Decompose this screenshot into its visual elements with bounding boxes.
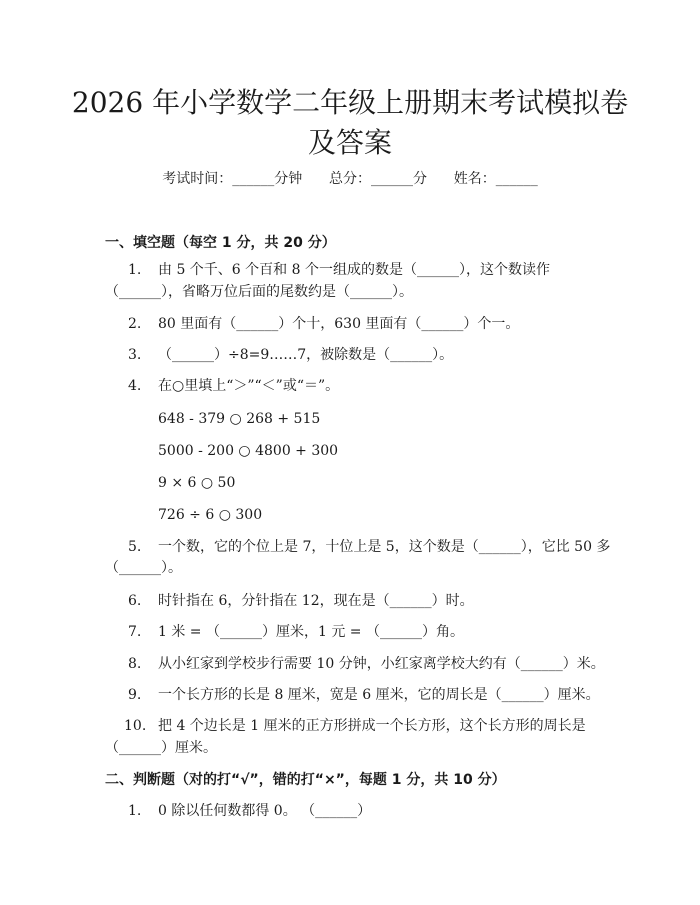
- question-text: 0 除以任何数都得 0。 （______）: [158, 803, 372, 819]
- question-text: 从小红家到学校步行需要 10 分钟，小红家离学校大约有（______）米。: [158, 656, 605, 672]
- question-number: 10.: [124, 718, 147, 734]
- question-text: 把 4 个边长是 1 厘米的正方形拼成一个长方形，这个长方形的周长是: [158, 718, 586, 734]
- comparison-expression: 9 × 6 ○ 50: [158, 475, 236, 491]
- question-text: 由 5 个千、6 个百和 8 个一组成的数是（______），这个数读作: [158, 262, 550, 278]
- question-text: （______）÷8=9……7，被除数是（______）。: [158, 347, 454, 363]
- comparison-expression: 5000 - 200 ○ 4800 + 300: [158, 443, 339, 459]
- question-number: 3.: [128, 347, 142, 363]
- question-number: 6.: [128, 593, 142, 609]
- question-number: 2.: [128, 316, 142, 332]
- question-text-continued: （______），省略万位后面的尾数约是（______）。: [105, 284, 413, 300]
- question-number: 7.: [128, 624, 142, 640]
- question-text: 一个数，它的个位上是 7，十位上是 5，这个数是（______），它比 50 多: [158, 539, 611, 555]
- question-number: 8.: [128, 656, 142, 672]
- question-number: 1.: [128, 803, 142, 819]
- question-text: 时针指在 6，分针指在 12，现在是（______）时。: [158, 593, 474, 609]
- comparison-expression: 648 - 379 ○ 268 + 515: [158, 411, 321, 427]
- exam-info-line: 考试时间：______分钟 总分：______分 姓名：______: [162, 171, 538, 187]
- question-text: 80 里面有（______）个十，630 里面有（______）个一。: [158, 316, 520, 332]
- question-text: 一个长方形的长是 8 厘米，宽是 6 厘米，它的周长是（______）厘米。: [158, 687, 600, 703]
- question-text-continued: （______）厘米。: [105, 740, 217, 756]
- section-heading-true-false: 二、判断题（对的打“√”，错的打“×”，每题 1 分，共 10 分）: [105, 772, 506, 788]
- question-text: 在○里填上“＞”“＜”或“＝”。: [158, 378, 340, 394]
- page-title-continued: 及答案: [307, 126, 392, 159]
- comparison-expression: 726 ÷ 6 ○ 300: [158, 507, 263, 523]
- question-number: 4.: [128, 378, 142, 394]
- section-heading-fill-in: 一、填空题（每空 1 分，共 20 分）: [105, 235, 336, 251]
- page-title: 2026 年小学数学二年级上册期末考试模拟卷: [71, 86, 629, 119]
- question-number: 9.: [128, 687, 142, 703]
- question-number: 1.: [128, 262, 142, 278]
- question-number: 5.: [128, 539, 142, 555]
- question-text-continued: （______）。: [105, 560, 182, 576]
- question-text: 1 米 = （______）厘米，1 元 = （______）角。: [158, 624, 464, 640]
